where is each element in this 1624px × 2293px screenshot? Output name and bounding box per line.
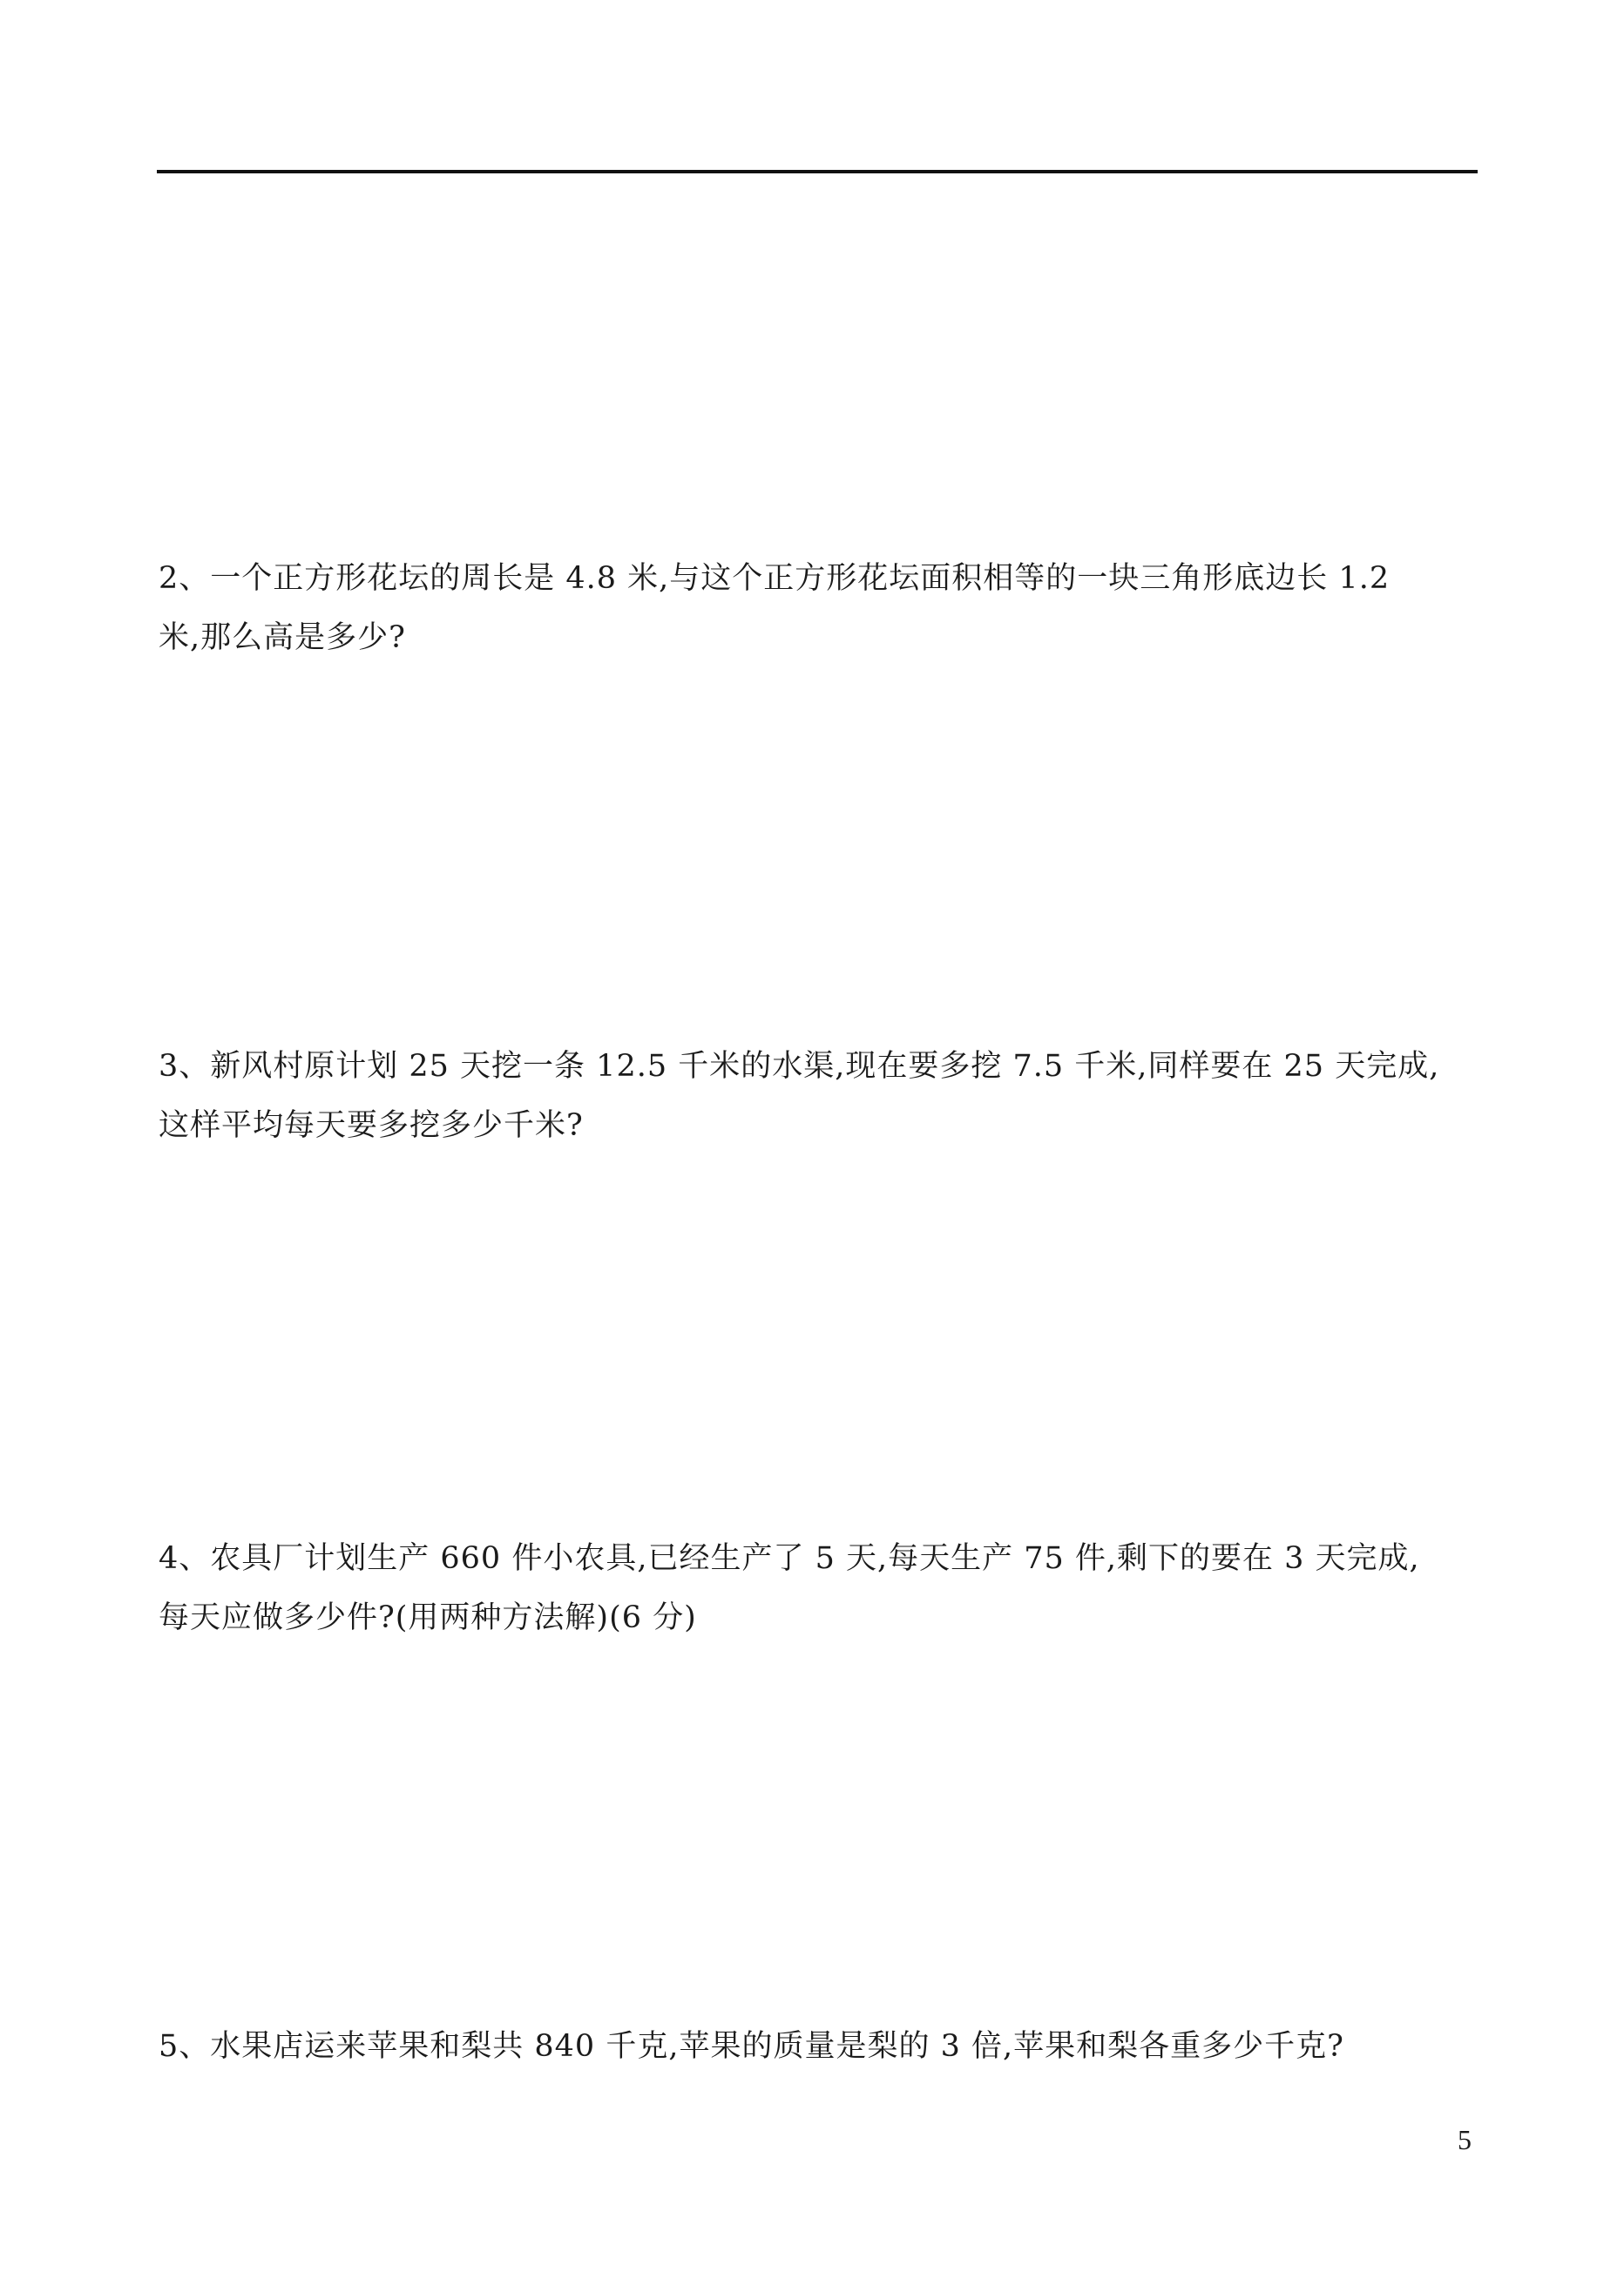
question-5-line-1: 5、水果店运来苹果和梨共 840 千克,苹果的质量是梨的 3 倍,苹果和梨各重多少千克? bbox=[159, 2029, 1344, 2064]
question-2 bbox=[159, 549, 1483, 667]
page-number: 5 bbox=[1458, 2124, 1472, 2155]
question-3 bbox=[159, 1037, 1483, 1155]
header-rule bbox=[157, 170, 1478, 173]
question-2-line-2: 米,那么高是多少? bbox=[159, 620, 406, 655]
question-4 bbox=[159, 1529, 1483, 1647]
question-5 bbox=[159, 2017, 1483, 2076]
question-4-line-2: 每天应做多少件?(用两种方法解)(6 分) bbox=[159, 1600, 697, 1635]
question-2-line-1: 2、一个正方形花坛的周长是 4.8 米,与这个正方形花坛面积相等的一块三角形底边长 1.2 bbox=[159, 561, 1391, 596]
question-3-line-2: 这样平均每天要多挖多少千米? bbox=[159, 1108, 584, 1143]
question-4-line-1: 4、农具厂计划生产 660 件小农具,已经生产了 5 天,每天生产 75 件,剩下的要在 3 天完成, bbox=[159, 1541, 1420, 1576]
question-3-line-1: 3、新风村原计划 25 天挖一条 12.5 千米的水渠,现在要多挖 7.5 千米,同样要在 25 天完成, bbox=[159, 1049, 1440, 1084]
